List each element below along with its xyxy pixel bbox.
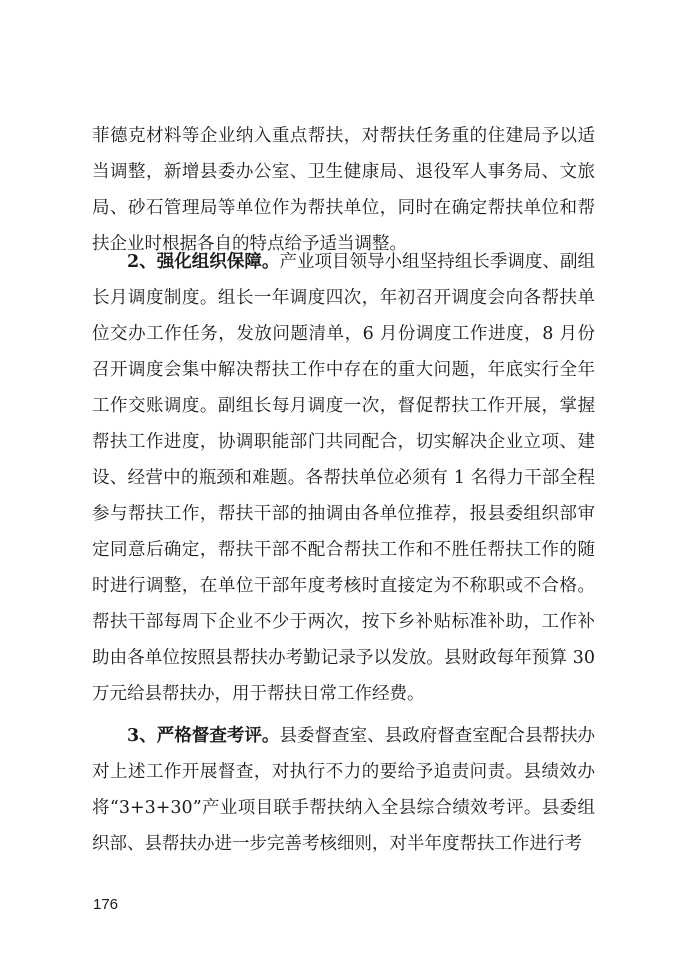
page-number: 176: [93, 896, 119, 913]
paragraph-3-heading: 3、严格督查考评。: [127, 726, 280, 746]
paragraph-2-heading: 2、强化组织保障。: [127, 252, 280, 272]
paragraph-1-text: 菲德克材料等企业纳入重点帮扶，对帮扶任务重的住建局予以适当调整，新增县委办公室、卫生健康局、退役军人事务局、文旅局、砂石管理局等单位作为帮扶单位，同时在确定帮扶单位和帮扶企业时根据各自的特点给予适当调整。: [92, 126, 595, 254]
paragraph-organization-guarantee: [92, 244, 595, 712]
paragraph-supervision-evaluation: [92, 718, 595, 862]
paragraph-continued: [92, 118, 595, 262]
paragraph-3-text: 县委督查室、县政府督查室配合县帮扶办对上述工作开展督查，对执行不力的要给予追责问责。县绩效办将“3+3+30”产业项目联手帮扶纳入全县综合绩效考评。县委组织部、县帮扶办进一步完善考核细则，对半年度帮扶工作进行考: [92, 726, 595, 854]
paragraph-2-text: 产业项目领导小组坚持组长季调度、副组长月调度制度。组长一年调度四次，年初召开调度会向各帮扶单位交办工作任务，发放问题清单，6 月份调度工作进度，8 月份召开调度会集中解决帮扶工作中存在的重大问题，年底实行全年工作交账调度。副组长每月调度一次，督促帮扶工作开展，掌握帮扶工作进度，协调职能部门共同配合，切实解决企业立项、建设、经营中的瓶颈和难题。各帮扶单位必须有 1 名得力干部全程参与帮扶工作，帮扶干部的抽调由各单位推荐，报县委组织部审定同意后确定，帮扶干部不配合帮扶工作和不胜任帮扶工作的随时进行调整，在单位干部年度考核时直接定为不称职或不合格。帮扶干部每周下企业不少于两次，按下乡补贴标准补助，工作补助由各单位按照县帮扶办考勤记录予以发放。县财政每年预算 30 万元给县帮扶办，用于帮扶日常工作经费。: [92, 252, 595, 704]
